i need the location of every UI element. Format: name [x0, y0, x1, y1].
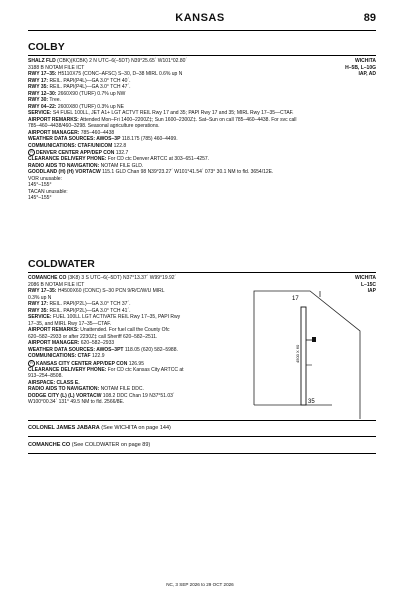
- entry-text: REIL. PAPI(P2L)—GA 3.0° TCH 41´.: [48, 307, 131, 314]
- divider-3: [28, 453, 376, 454]
- entry-label: AIRPORT MANAGER:: [28, 129, 80, 136]
- chart-reference: L–15C: [360, 281, 376, 288]
- entry-text: 115.1 GLD Chan 98 N39°23.27´ W101°41.54´ 073° 30.1 NM to fld. 3654/12E.: [100, 169, 274, 176]
- entry-line: [28, 169, 297, 176]
- entry-label: CLEARANCE DELIVERY PHONE:: [28, 366, 107, 373]
- entry-text: For CD ctc Denver ARTCC at 303–651–4257.: [106, 156, 210, 163]
- entry-label: KANSAS CITY CENTER APP/DEP CON: [36, 360, 128, 367]
- entry-text: NOTAM FILE DDC.: [99, 386, 144, 393]
- entry-label: CLEARANCE DELIVERY PHONE:: [28, 156, 107, 163]
- entry-text: REIL. PAPI(P4L)—GA 3.0° TCH 47´.: [48, 84, 131, 90]
- airport-diagram: [232, 285, 377, 420]
- entry-label: AIRPORT MANAGER:: [28, 340, 80, 346]
- entry-text: (3K8) 3 S UTC–6(–5DT) N37°13.37´ W99°19.92´: [66, 275, 177, 281]
- entry-line: [28, 195, 297, 202]
- colby-side-info: [345, 58, 376, 78]
- entry-text: FUEL 100LL LGT ACTIVATE REIL Rwy 17–35, PAPI Rwy: [51, 314, 181, 320]
- apron: [312, 337, 316, 342]
- entry-text: S4 FUEL 100LL, JET A1+ LGT ACTVT REIL Rwy 17 and 35; PAPI Rwy 17 and 35; MIRL Rwy 17–35—CTAF.: [51, 110, 294, 116]
- entry-text: 118.05 (620) 582–5988.: [123, 346, 178, 353]
- entry-text: (CBK)(KCBK) 2 N UTC–6(–5DT) N39°25.65´ W101°02.80´: [55, 58, 188, 64]
- divider-2: [28, 436, 376, 437]
- entry-text: H5110X75 (CONC–AFSC) S–30, D–38 MIRL 0.6% up N: [56, 71, 183, 77]
- entry-label: SHALZ FLD: [28, 58, 56, 64]
- entry-label: RADIO AIDS TO NAVIGATION:: [28, 386, 100, 393]
- city-rule-colby: [28, 55, 376, 56]
- entry-label: GOODLAND (H) (H) VORTACW: [28, 169, 101, 176]
- entry-text: 17–35, and MIRL Rwy 17–35—CTAF.: [28, 320, 112, 327]
- header-rule: [28, 30, 376, 31]
- entry-line: [28, 399, 184, 406]
- entry-label: RWY 17:: [28, 301, 49, 307]
- entry-label: RWY 17–35:: [28, 71, 57, 77]
- property-boundary: [254, 291, 360, 419]
- entry-text: 620–582–2933 or after 2230Z‡ call Sheriff 620–582–2511.: [28, 333, 158, 340]
- entry-text: 126.95: [127, 360, 144, 367]
- entry-line: [28, 149, 297, 156]
- entry-label: RWY 17–35:: [28, 288, 57, 294]
- entry-label: RWY 04–22:: [28, 103, 57, 110]
- entry-text: H4500X60 (CONC) S–30 PCN 9/R/C/W/U MIRL: [56, 288, 165, 294]
- runway-dimension-label: 4500 X 60: [295, 344, 300, 363]
- entry-text: 913–254–8508.: [28, 373, 63, 380]
- entry-label: COMMUNICATIONS: CTAF: [28, 353, 91, 359]
- city-rule-coldwater: [28, 272, 376, 273]
- entry-label: RWY 12–30:: [28, 90, 57, 97]
- entry-label: DENVER CENTER APP/DEP CON: [36, 149, 115, 156]
- entry-text: 145°–155°: [28, 182, 52, 189]
- divider-1: [28, 420, 376, 421]
- entry-label: RWY 35:: [28, 307, 49, 314]
- chart-reference: IAP: [367, 288, 376, 294]
- crossref-name: COMANCHE CO: [28, 442, 71, 448]
- entry-text: 785–460–4438/460–3298. Seasonal agriculture operations.: [28, 123, 160, 129]
- entry-label: AIRPORT REMARKS:: [28, 327, 79, 333]
- entry-label: SERVICE:: [28, 110, 52, 116]
- entry-text: Unattended. For fuel call the County Ofc: [78, 327, 170, 333]
- entry-text: 2660X90 (TURF) 0.7% up NW: [56, 90, 126, 97]
- radar-symbol-icon: R: [28, 149, 35, 156]
- crossref-name: COLONEL JAMES JABARA: [28, 425, 100, 431]
- entry-label: SERVICE:: [28, 314, 52, 320]
- runway-end-17: 17: [292, 296, 299, 302]
- entry-label: RADIO AIDS TO NAVIGATION:: [28, 162, 100, 169]
- entry-text: 3188 B NOTAM FILE ICT: [28, 64, 85, 71]
- entry-text: 145°–155°: [28, 195, 52, 202]
- coldwater-entry: [28, 275, 184, 406]
- entry-label: WEATHER DATA SOURCES: AWOS–3P: [28, 136, 121, 142]
- entry-text: TACAN unusable:: [28, 188, 68, 195]
- entry-text: 122.9: [90, 353, 105, 359]
- entry-label: COMANCHE CO: [28, 275, 67, 281]
- crossref-comanche: [28, 442, 150, 448]
- runway-end-35: 35: [308, 399, 315, 405]
- crossref-jabara: [28, 425, 171, 431]
- entry-text: REIL. PAPI(P4L)—GA 3.0° TCH 40´.: [48, 77, 131, 84]
- entry-text: For CD ctc Kansas City ARTCC at: [106, 366, 184, 373]
- entry-text: 2086 B NOTAM FILE ICT: [28, 281, 85, 288]
- entry-text: 620–582–2933: [79, 340, 115, 346]
- entry-text: 108.2 DDC Chan 19 N37°51.03´: [101, 392, 175, 399]
- radar-symbol-icon: R: [28, 360, 35, 367]
- entry-text: VOR unusable:: [28, 175, 62, 182]
- city-heading-colby: COLBY: [28, 41, 65, 53]
- entry-text: Attended Mon–Fri 1400–2200Z‡; Sun 1600–2300Z‡. Sat–Sun on call 785–460–4438. For svc call: [78, 116, 297, 123]
- entry-label: AIRSPACE: CLASS E.: [28, 379, 80, 386]
- crossref-text: (See COLDWATER on page 89): [70, 442, 151, 448]
- entry-label: WEATHER DATA SOURCES: AWOS–3PT: [28, 346, 124, 353]
- entry-text: W100°00.34´ 131° 49.5 NM to fld. 2566/8E.: [28, 399, 125, 406]
- entry-text: 0.3% up N: [28, 294, 52, 301]
- page-header-state: KANSAS: [175, 12, 225, 24]
- chart-reference: IAP, AD: [358, 71, 376, 77]
- chart-reference: WICHITA: [354, 275, 376, 281]
- runway-17-35: [301, 307, 306, 405]
- entry-text: 785–460–4438: [79, 129, 115, 136]
- entry-text: Tree.: [48, 97, 61, 103]
- colby-entry: [28, 58, 297, 202]
- chart-reference: WICHITA: [354, 58, 376, 64]
- city-heading-coldwater: COLDWATER: [28, 258, 95, 270]
- entry-text: 2600X80 (TURF) 0.3% up NE: [56, 103, 124, 110]
- page-number: 89: [363, 12, 376, 24]
- entry-text: REIL. PAPI(P2L)—GA 3.0° TCH 37´.: [48, 301, 131, 307]
- entry-line: [28, 360, 184, 367]
- entry-text: 132.7: [114, 149, 129, 156]
- entry-label: COMMUNICATIONS: CTAF/UNICOM: [28, 142, 113, 149]
- crossref-text: (See WICHITA on page 144): [99, 425, 171, 431]
- entry-text: 122.8: [112, 142, 127, 149]
- chart-reference: H–5B, L–10G: [345, 64, 376, 71]
- entry-label: AIRPORT REMARKS:: [28, 116, 79, 123]
- entry-label: DODGE CITY (L) (L) VORTACW: [28, 392, 102, 399]
- entry-text: 118.175 (785) 460–4499.: [120, 136, 178, 142]
- entry-text: NOTAM FILE GLD.: [99, 162, 144, 169]
- entry-label: RWY 30:: [28, 97, 49, 103]
- entry-label: RWY 35:: [28, 84, 49, 90]
- entry-label: RWY 17:: [28, 77, 49, 84]
- footer-effective-dates: NC, 3 SEP 2026 to 29 OCT 2026: [166, 582, 234, 587]
